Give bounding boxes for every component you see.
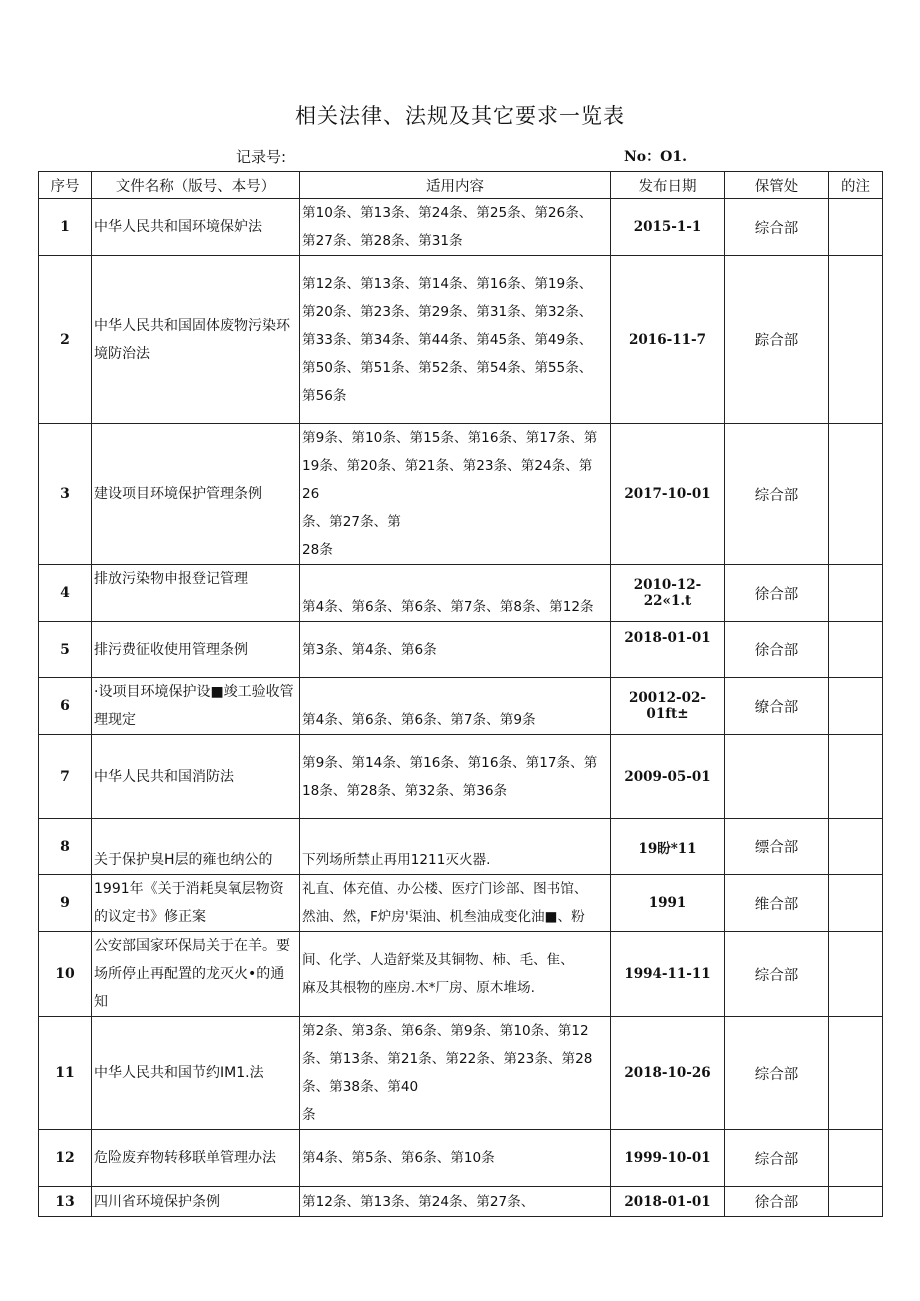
remark [829, 735, 883, 819]
custodian-dept: 综合部 [725, 1017, 829, 1130]
document-name: 中华人民共和国消防法 [92, 735, 300, 819]
header-seq: 序号 [39, 172, 92, 199]
custodian-dept: 综合部 [725, 424, 829, 565]
applicable-content: 第2条、第3条、第6条、第9条、第10条、第12 条、第13条、第21条、第22条、第23条、第28 条、第38条、第40 条 [300, 1017, 611, 1130]
table-row [39, 1017, 883, 1130]
publish-date: 2018-10-26 [611, 1017, 725, 1130]
custodian-dept: 徐合部 [725, 1187, 829, 1217]
applicable-content: 第10条、第13条、第24条、第25条、第26条、 第27条、第28条、第31条 [300, 199, 611, 256]
custodian-dept: 缥合部 [725, 819, 829, 875]
document-name: 1991年《关于消耗臭氧层物资的议定书》修正案 [92, 875, 300, 932]
custodian-dept: 综合部 [725, 1130, 829, 1187]
custodian-dept: 维合部 [725, 875, 829, 932]
table-header-row [39, 172, 883, 199]
applicable-content: 间、化学、人造舒棠及其铜物、柿、毛、隹、 麻及其根物的座房.木*厂房、原木堆场. [300, 932, 611, 1017]
remark [829, 1187, 883, 1217]
page-title: 相关法律、法规及其它要求一览表 [295, 104, 625, 128]
table-row [39, 424, 883, 565]
remark [829, 678, 883, 735]
regulations-table [38, 171, 883, 1217]
row-number: 1 [39, 199, 92, 256]
row-number: 8 [39, 819, 92, 875]
remark [829, 1017, 883, 1130]
custodian-dept [725, 735, 829, 819]
header-dept: 保管处 [725, 172, 829, 199]
publish-date: 2015-1-1 [611, 199, 725, 256]
custodian-dept: 综合部 [725, 932, 829, 1017]
row-number: 13 [39, 1187, 92, 1217]
document-name: 四川省环境保护条例 [92, 1187, 300, 1217]
applicable-content: 第4条、第6条、第6条、第7条、第9条 [300, 678, 611, 735]
remark [829, 256, 883, 424]
applicable-content: 第9条、第14条、第16条、第16条、第17条、第 18条、第28条、第32条、第36条 [300, 735, 611, 819]
applicable-content: 第9条、第10条、第15条、第16条、第17条、第 19条、第20条、第21条、第23条、第24条、第26 条、第27条、第 28条 [300, 424, 611, 565]
custodian-dept: 缭合部 [725, 678, 829, 735]
header-note: 的注 [829, 172, 883, 199]
document-name: 中华人民共和国节约IM1.法 [92, 1017, 300, 1130]
row-number: 12 [39, 1130, 92, 1187]
publish-date: 1991 [611, 875, 725, 932]
remark [829, 819, 883, 875]
table-row [39, 932, 883, 1017]
document-name: 排污费征收使用管理条例 [92, 622, 300, 678]
row-number: 6 [39, 678, 92, 735]
applicable-content: 第4条、第5条、第6条、第10条 [300, 1130, 611, 1187]
custodian-dept: 踪合部 [725, 256, 829, 424]
custodian-dept: 徐合部 [725, 565, 829, 622]
document-name: 中华人民共和国固体废物污染环境防治法 [92, 256, 300, 424]
remark [829, 565, 883, 622]
row-number: 7 [39, 735, 92, 819]
row-number: 9 [39, 875, 92, 932]
row-number: 3 [39, 424, 92, 565]
table-row [39, 1130, 883, 1187]
header-date: 发布日期 [611, 172, 725, 199]
remark [829, 199, 883, 256]
remark [829, 932, 883, 1017]
row-number: 4 [39, 565, 92, 622]
applicable-content: 礼直、体充值、办公楼、医疗门诊部、图书馆、 然油、然，F炉房'渠油、机叁油成变化油■、粉 [300, 875, 611, 932]
header-name: 文件名称（版号、本号） [92, 172, 300, 199]
publish-date: 19盼*11 [611, 819, 725, 875]
record-number-label: 记录号: [236, 148, 287, 166]
remark [829, 875, 883, 932]
document-name: ·设项目环境保护设■竣工验收管理现定 [92, 678, 300, 735]
row-number: 5 [39, 622, 92, 678]
applicable-content: 第12条、第13条、第14条、第16条、第19条、 第20条、第23条、第29条、第31条、第32条、 第33条、第34条、第44条、第45条、第49条、 第50条、第51条、第52条、第54条、第55条、 第56条 [300, 256, 611, 424]
table-row [39, 875, 883, 932]
table-row [39, 565, 883, 622]
header-content: 适用内容 [300, 172, 611, 199]
row-number: 10 [39, 932, 92, 1017]
document-name: 公安部国家环保局关于在羊。要场所停止再配置的龙灭火•的通知 [92, 932, 300, 1017]
custodian-dept: 综合部 [725, 199, 829, 256]
row-number: 2 [39, 256, 92, 424]
applicable-content: 第12条、第13条、第24条、第27条、 [300, 1187, 611, 1217]
table-row [39, 819, 883, 875]
document-name: 中华人民共和国环境保妒法 [92, 199, 300, 256]
publish-date: 2009-05-01 [611, 735, 725, 819]
table-row [39, 199, 883, 256]
document-name: 关于保护臭H层的雍也纳公的 [92, 819, 300, 875]
applicable-content: 下列场所禁止再用1211灭火器. [300, 819, 611, 875]
publish-date: 20012-02-01ft± [611, 678, 725, 735]
publish-date: 2017-10-01 [611, 424, 725, 565]
remark [829, 424, 883, 565]
publish-date: 2018-01-01 [611, 1187, 725, 1217]
custodian-dept: 徐合部 [725, 622, 829, 678]
remark [829, 622, 883, 678]
applicable-content: 第3条、第4条、第6条 [300, 622, 611, 678]
document-name: 排放污染物申报登记管理 [92, 565, 300, 622]
publish-date: 2010-12-22«1.t [611, 565, 725, 622]
table-row [39, 735, 883, 819]
publish-date: 2018-01-01 [611, 622, 725, 678]
publish-date: 2016-11-7 [611, 256, 725, 424]
table-row [39, 1187, 883, 1217]
document-number: No：O1. [624, 149, 687, 165]
publish-date: 1999-10-01 [611, 1130, 725, 1187]
document-name: 建设项目环境保护管理条例 [92, 424, 300, 565]
table-row [39, 678, 883, 735]
table-row [39, 256, 883, 424]
applicable-content: 第4条、第6条、第6条、第7条、第8条、第12条 [300, 565, 611, 622]
document-name: 危险废弃物转移联单管理办法 [92, 1130, 300, 1187]
remark [829, 1130, 883, 1187]
table-row [39, 622, 883, 678]
row-number: 11 [39, 1017, 92, 1130]
publish-date: 1994-11-11 [611, 932, 725, 1017]
